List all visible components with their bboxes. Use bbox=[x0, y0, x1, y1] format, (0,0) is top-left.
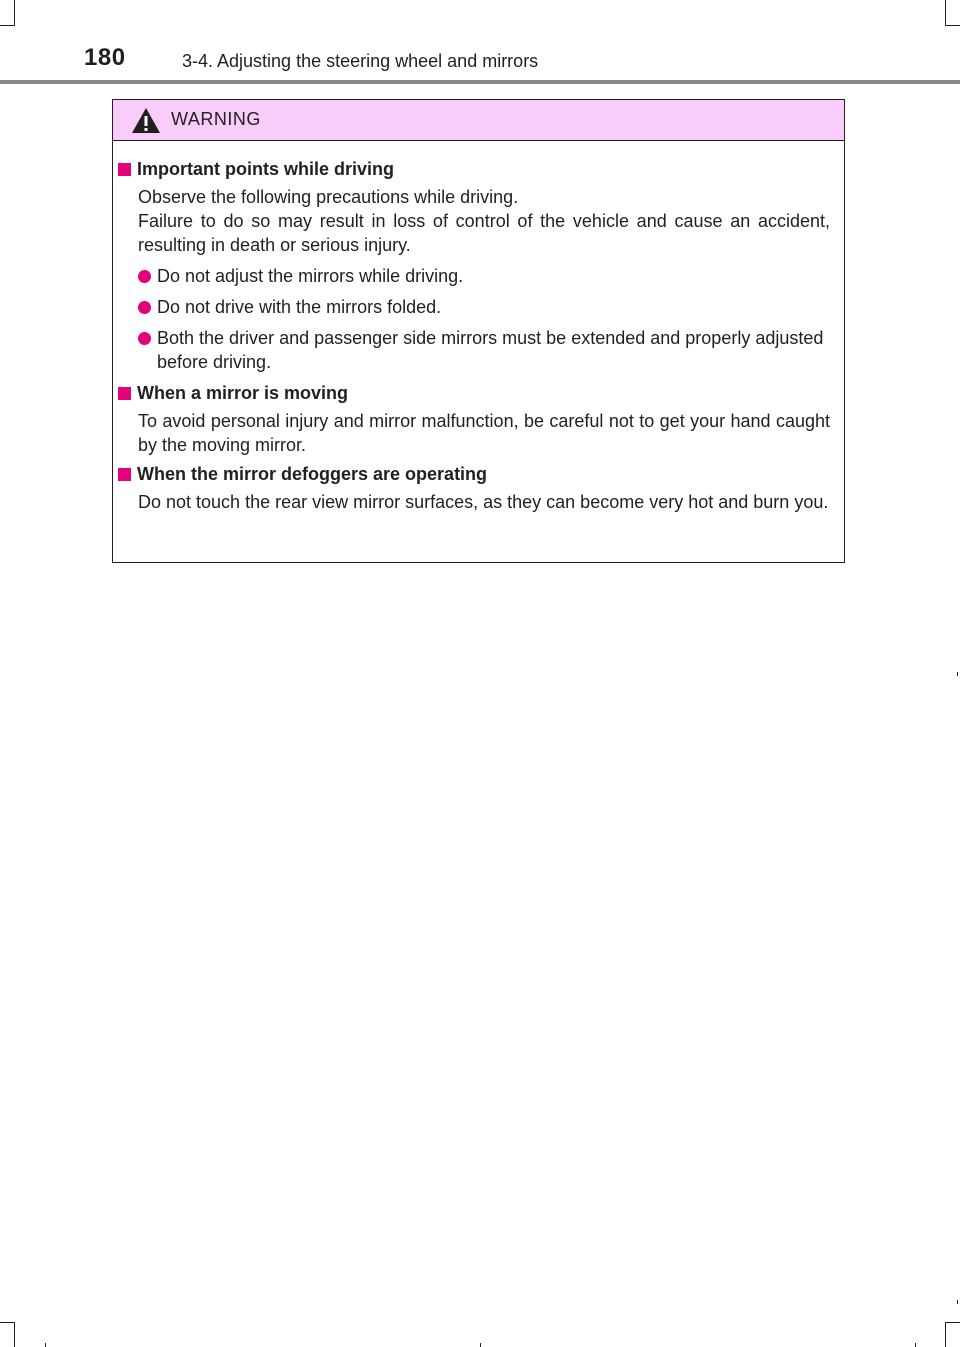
section-heading bbox=[118, 157, 836, 181]
crop-tick bbox=[480, 1343, 481, 1347]
circle-bullet-icon bbox=[138, 332, 151, 345]
warning-triangle-icon bbox=[131, 107, 161, 134]
paragraph-line: To avoid personal injury and mirror malfunction, be careful not to get your hand caught by the moving mirror. bbox=[138, 411, 830, 455]
crop-mark bbox=[945, 1322, 946, 1347]
paragraph bbox=[138, 409, 836, 457]
circle-bullet-icon bbox=[138, 301, 151, 314]
warning-header bbox=[113, 100, 844, 141]
crop-mark bbox=[945, 0, 946, 26]
warning-section bbox=[118, 381, 836, 457]
paragraph-line: Do not touch the rear view mirror surfaces, as they can become very hot and burn you. bbox=[138, 492, 829, 512]
crop-mark bbox=[0, 25, 15, 26]
header-rule bbox=[0, 80, 960, 84]
square-bullet-icon bbox=[118, 468, 131, 481]
paragraph bbox=[138, 185, 836, 257]
crop-mark bbox=[0, 1322, 15, 1323]
list-item-text: Do not drive with the mirrors folded. bbox=[157, 297, 442, 317]
list-item-text: Both the driver and passenger side mirrors must be extended and properly adjusted before driving. bbox=[157, 328, 824, 372]
crop-mark bbox=[945, 25, 960, 26]
warning-section bbox=[118, 157, 836, 374]
crop-tick bbox=[957, 1300, 958, 1304]
section-heading-text: When a mirror is moving bbox=[137, 383, 349, 403]
list-item-text: Do not adjust the mirrors while driving. bbox=[157, 266, 464, 286]
list-item bbox=[138, 295, 836, 319]
warning-label: WARNING bbox=[171, 109, 261, 129]
warning-section bbox=[118, 462, 836, 514]
circle-bullet-icon bbox=[138, 270, 151, 283]
crop-mark bbox=[945, 1322, 960, 1323]
section-heading-text: Important points while driving bbox=[137, 159, 395, 179]
section-heading-text: When the mirror defoggers are operating bbox=[137, 464, 488, 484]
square-bullet-icon bbox=[118, 163, 131, 176]
paragraph-line: Failure to do so may result in loss of control of the vehicle and cause an accident, resulting in death or serious injury. bbox=[138, 211, 830, 255]
list-item bbox=[138, 326, 836, 374]
crop-tick bbox=[957, 672, 958, 676]
warning-box bbox=[112, 99, 845, 563]
paragraph bbox=[138, 490, 836, 514]
page-header bbox=[0, 40, 960, 84]
section-title: 3-4. Adjusting the steering wheel and mirrors bbox=[182, 51, 539, 71]
crop-tick bbox=[45, 1343, 46, 1347]
bullet-list bbox=[138, 264, 836, 374]
page-number: 180 bbox=[84, 44, 126, 71]
section-heading bbox=[118, 381, 836, 405]
list-item bbox=[138, 264, 836, 288]
crop-tick bbox=[915, 1343, 916, 1347]
crop-mark bbox=[14, 1322, 15, 1347]
warning-body bbox=[113, 141, 844, 514]
crop-mark bbox=[14, 0, 15, 26]
square-bullet-icon bbox=[118, 387, 131, 400]
section-heading bbox=[118, 462, 836, 486]
paragraph-line: Observe the following precautions while driving. bbox=[138, 187, 519, 207]
